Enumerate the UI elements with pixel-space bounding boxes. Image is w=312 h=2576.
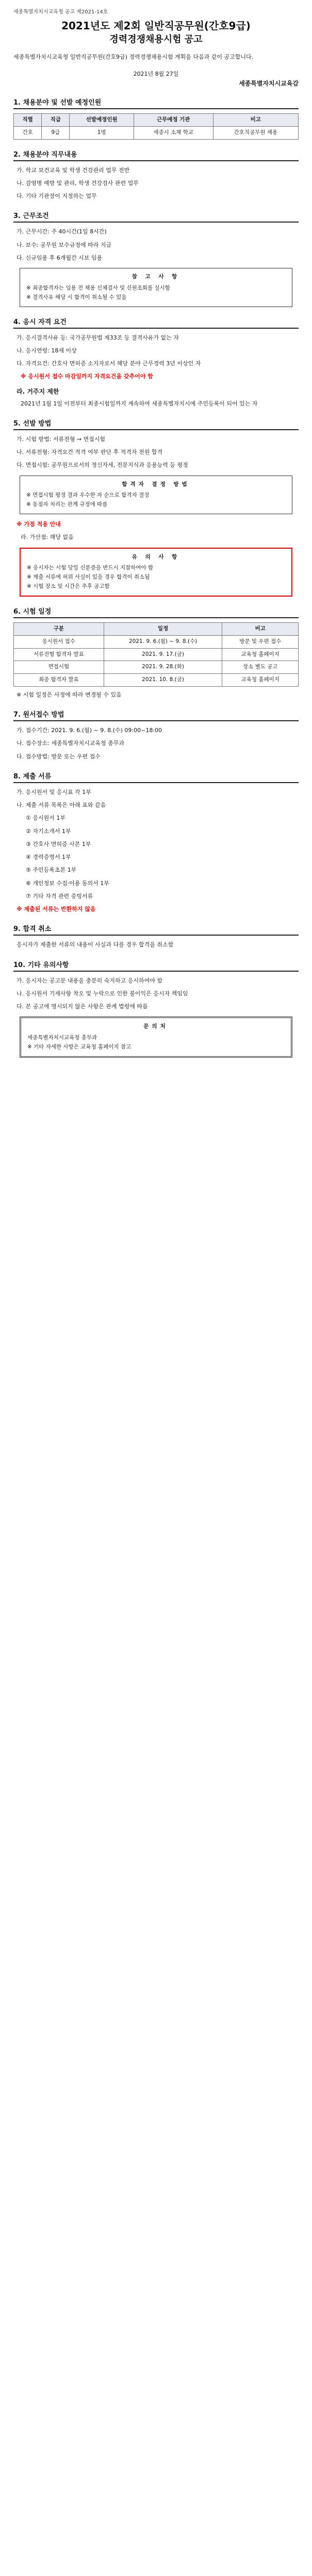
sub-heading: 라. 거주지 제한 [17,387,59,395]
table-header-cell: 직급 [42,114,70,127]
table-cell: 9급 [42,126,70,139]
list-item: 가. 시험 방법: 서류전형 → 면접시험 [17,435,106,443]
table-row [14,661,299,674]
table-cell: 2021. 9. 17.(금) [104,648,222,661]
document-item: ⑤ 주민등록초본 1부 [26,867,77,874]
section-notes [13,959,299,1058]
table-header-cell: 근무예정 기관 [134,114,213,127]
table-header-cell: 일정 [104,623,222,636]
table-row [14,674,299,687]
announcement-date: 2021년 8월 27일 [133,71,179,78]
box-line: ※ 응시자는 시험 당일 신분증을 반드시 지참하여야 함 [27,565,154,571]
section-schedule [13,606,299,700]
document-item: ③ 간호사 면허증 사본 1부 [26,840,91,848]
recruitment-table [13,113,299,140]
list-item: 다. 기타 기관장이 지정하는 업무 [17,193,97,200]
document-item: ② 자기소개서 1부 [26,827,71,835]
announcement-number: 세종특별자치시교육청 공고 제2021-14호 [13,9,108,15]
table-cell: 세종시 소재 학교 [134,126,213,139]
table-cell: 면접시험 [14,661,104,674]
table-header-row [14,623,299,636]
section-eligibility [13,316,299,409]
table-header-row [14,114,299,127]
section-selection [13,418,299,597]
reference-box [20,268,292,307]
section-documents [13,771,299,914]
schedule-note: ※ 시험 일정은 사정에 따라 변경될 수 있음 [17,691,122,698]
section-heading: 1. 채용분야 및 선발 예정인원 [13,97,299,109]
section-heading: 2. 채용분야 직무내용 [13,149,299,161]
bonus-heading: ※ 가점 적용 안내 [17,521,61,528]
list-item: 가. 학교 보건교육 및 학생 건강관리 업무 전반 [17,166,130,174]
title-sub: 경력경쟁채용시험 공고 [109,34,203,45]
table-row [14,126,299,139]
table-cell: 2021. 10. 8.(금) [104,674,222,687]
list-item: 다. 신규임용 후 6개월간 시보 임용 [17,254,103,261]
list-item: 나. 제출 서류 목록은 아래 표와 같음 [17,802,106,809]
section-heading: 8. 제출 서류 [13,771,299,783]
list-item: 라. 가산점: 해당 없음 [21,534,74,541]
box-line: ※ 제출 서류에 허위 사실이 있을 경우 합격이 취소됨 [27,574,150,581]
box-title: 문의처 [143,1023,169,1030]
box-line: ※ 결격사유 해당 시 합격이 취소될 수 있음 [26,294,127,300]
caution-box [20,548,292,597]
section-cancellation [13,923,299,950]
table-header-cell: 구분 [14,623,104,636]
box-line: ※ 최종합격자는 임용 전 채용 신체검사 및 신원조회를 실시함 [26,284,170,291]
box-line: ※ 동점자 처리는 관계 규정에 따름 [26,501,108,508]
list-item: 나. 접수장소: 세종특별자치시교육청 총무과 [17,740,124,747]
intro-text: 세종특별자치시교육청 일반직공무원(간호9급) 경력경쟁채용시험 계획을 다음과 같이 공고합니다. [13,54,254,61]
section-heading: 9. 합격 취소 [13,923,299,936]
residence-requirement: 2021년 1월 1일 이전부터 최종시험일까지 계속하여 세종특별자치시에 주민등록이 되어 있는 자 [21,400,258,407]
table-cell: 방문 및 우편 접수 [222,635,299,648]
section-heading: 6. 시험 일정 [13,606,299,618]
page-title [13,19,299,45]
table-cell: 장소 별도 공고 [222,661,299,674]
list-item: 나. 응시연령: 18세 이상 [17,347,77,354]
list-item: 가. 접수기간: 2021. 9. 6.(월) ~ 9. 8.(수) 09:00~18:00 [17,727,162,734]
list-item: 다. 접수방법: 방문 또는 우편 접수 [17,753,101,760]
section-heading: 5. 선발 방법 [13,418,299,430]
section-conditions [13,210,299,307]
announcement-page [0,0,312,1068]
list-item: 가. 응시자는 공고문 내용을 충분히 숙지하고 응시하여야 함 [17,977,162,984]
document-item: ① 응시원서 1부 [26,815,65,822]
table-cell: 1명 [70,126,134,139]
section-application [13,709,299,761]
document-item: ⑦ 기타 자격 관련 증빙서류 [26,892,93,900]
section-heading: 7. 원서접수 방법 [13,709,299,721]
list-item: 나. 응시원서 기재사항 착오 및 누락으로 인한 불이익은 응시자 책임임 [17,990,188,997]
table-header-cell: 비고 [213,114,298,127]
document-item: ⑥ 개인정보 수집·이용 동의서 1부 [26,879,109,887]
documents-warning: ※ 제출된 서류는 반환하지 않음 [17,906,96,913]
passing-criteria-box [20,476,292,515]
list-item: 나. 감염병 예방 및 관리, 학생 건강검사 관련 업무 [17,179,139,187]
section-heading: 10. 기타 유의사항 [13,959,299,972]
table-row [14,648,299,661]
section-recruitment [13,97,299,140]
document-item: ④ 경력증명서 1부 [26,854,71,861]
table-header-cell: 비고 [222,623,299,636]
table-cell: 교육청 홈페이지 [222,648,299,661]
section-duties [13,149,299,201]
table-cell: 응시원서 접수 [14,635,104,648]
box-title: 합격자 결정 방법 [122,481,190,487]
table-cell: 서류전형 합격자 발표 [14,648,104,661]
table-header-cell: 직렬 [14,114,42,127]
cancellation-text: 응시자가 제출한 서류의 내용이 사실과 다를 경우 합격을 취소함 [17,941,174,948]
list-item: 가. 응시원서 및 응시표 각 1부 [17,788,91,795]
eligibility-warning: ※ 응시원서 접수 마감일까지 자격요건을 갖추어야 함 [21,373,153,380]
table-cell: 간호직공무원 채용 [213,126,298,139]
box-title: 참 고 사 항 [132,274,180,280]
box-line: ※ 시험 장소 및 시간은 추후 공고함 [27,583,110,590]
issuer-name: 세종특별자치시교육감 [239,80,299,88]
section-heading: 3. 근무조건 [13,210,299,223]
list-item: 다. 자격요건: 간호사 면허증 소지자로서 해당 분야 근무경력 3년 이상인 자 [17,360,201,367]
list-item: 다. 본 공고에 명시되지 않은 사항은 관계 법령에 따름 [17,1003,148,1010]
box-title: 유 의 사 항 [132,553,180,560]
table-cell: 2021. 9. 6.(월) ~ 9. 8.(수) [104,635,222,648]
box-line: ※ 기타 자세한 사항은 교육청 홈페이지 참고 [27,1043,132,1050]
box-line: ※ 면접시험 평정 결과 우수한 자 순으로 합격자 결정 [26,492,150,499]
title-main: 2021년도 제2회 일반직공무원(간호9급) [61,20,251,32]
section-heading: 4. 응시 자격 요건 [13,316,299,329]
contact-box [20,1016,292,1058]
table-cell: 최종 합격자 발표 [14,674,104,687]
list-item: 가. 응시결격사유 등: 국가공무원법 제33조 등 결격사유가 없는 자 [17,334,179,341]
list-item: 나. 서류전형: 자격요건 적격 여부 판단 후 적격자 전원 합격 [17,449,163,456]
list-item: 나. 보수: 공무원 보수규정에 따라 지급 [17,241,112,248]
table-cell: 간호 [14,126,42,139]
table-row [14,635,299,648]
schedule-table [13,622,299,687]
table-header-cell: 선발예정인원 [70,114,134,127]
table-cell: 2021. 9. 28.(화) [104,661,222,674]
box-line: 세종특별자치시교육청 총무과 [27,1035,97,1041]
table-cell: 교육청 홈페이지 [222,674,299,687]
list-item: 가. 근무시간: 주 40시간(1일 8시간) [17,228,107,235]
list-item: 다. 면접시험: 공무원으로서의 정신자세, 전문지식과 응용능력 등 평정 [17,462,188,469]
